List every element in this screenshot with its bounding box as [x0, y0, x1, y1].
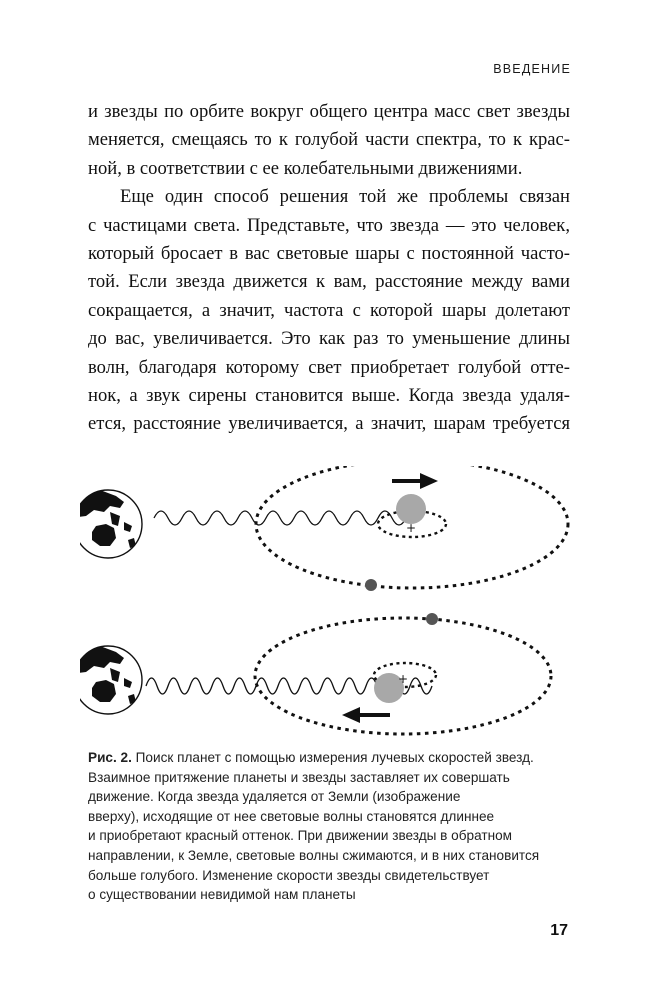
body-line: до вас, увеличивается. Это как раз то уменьшение длины [88, 328, 570, 350]
body-line: меняется, смещаясь то к голубой части спектра, то к крас- [88, 129, 570, 151]
figure-caption [88, 748, 570, 905]
page-number: 17 [550, 922, 568, 939]
caption-text: Поиск планет с помощью измерения лучевых скоростей звезд. [131, 750, 534, 765]
body-line: и звезды по орбите вокруг общего центра масс свет звезды [88, 101, 570, 122]
caption-line: Взаимное притяжение планеты и звезды заставляет их совершать [88, 769, 510, 785]
light-wave [154, 511, 406, 525]
body-line: нок, а звук сирены становится выше. Когда звезда удаля- [88, 385, 570, 407]
figure-label: Рис. 2. [88, 750, 132, 765]
body-line: Еще один способ решения той же проблемы связан [120, 186, 570, 208]
body-line: той. Если звезда движется к вам, расстояние между вами [88, 271, 570, 293]
body-line: волн, благодаря которому свет приобретает голубой отте- [88, 356, 570, 378]
bottom-panel [80, 613, 551, 734]
caption-line: вверху), исходящие от нее световые волны становятся длиннее [88, 808, 495, 824]
caption-line: о существовании невидимой нам планеты [88, 887, 356, 903]
running-head: ВВЕДЕНИЕ [493, 62, 571, 76]
top-panel [80, 466, 568, 591]
body-line: с частицами света. Представьте, что звезда — это человек, [88, 214, 570, 236]
earth-icon [80, 644, 142, 714]
body-text [88, 98, 570, 439]
figure-illustration [80, 466, 590, 746]
center-of-mass-mark: + [406, 521, 417, 535]
planet [365, 579, 377, 591]
arrow-left-icon [342, 707, 390, 723]
arrow-right-icon [392, 473, 438, 489]
planet [426, 613, 438, 625]
caption-line [88, 748, 570, 768]
caption-line: движение. Когда звезда удаляется от Земли (изображение [88, 789, 461, 805]
caption-line: больше голубого. Изменение скорости звезды свидетельствует [88, 867, 490, 883]
body-line: ной, в соответствии с ее колебательными движениями. [88, 157, 523, 179]
earth-icon [80, 488, 142, 558]
body-line: ется, расстояние увеличивается, а значит, шарам требуется [88, 413, 570, 435]
body-line: сокращается, а значит, частота с которой шары долетают [88, 299, 570, 321]
radial-velocity-figure [80, 466, 590, 746]
star [396, 494, 426, 524]
caption-line: направлении, к Земле, световые волны сжимаются, и в них становится [88, 847, 540, 863]
center-of-mass-mark: + [398, 672, 409, 686]
body-line: который бросает в вас световые шары с постоянной часто- [88, 243, 570, 265]
caption-line: и приобретают красный оттенок. При движении звезды в обратном [88, 828, 512, 844]
